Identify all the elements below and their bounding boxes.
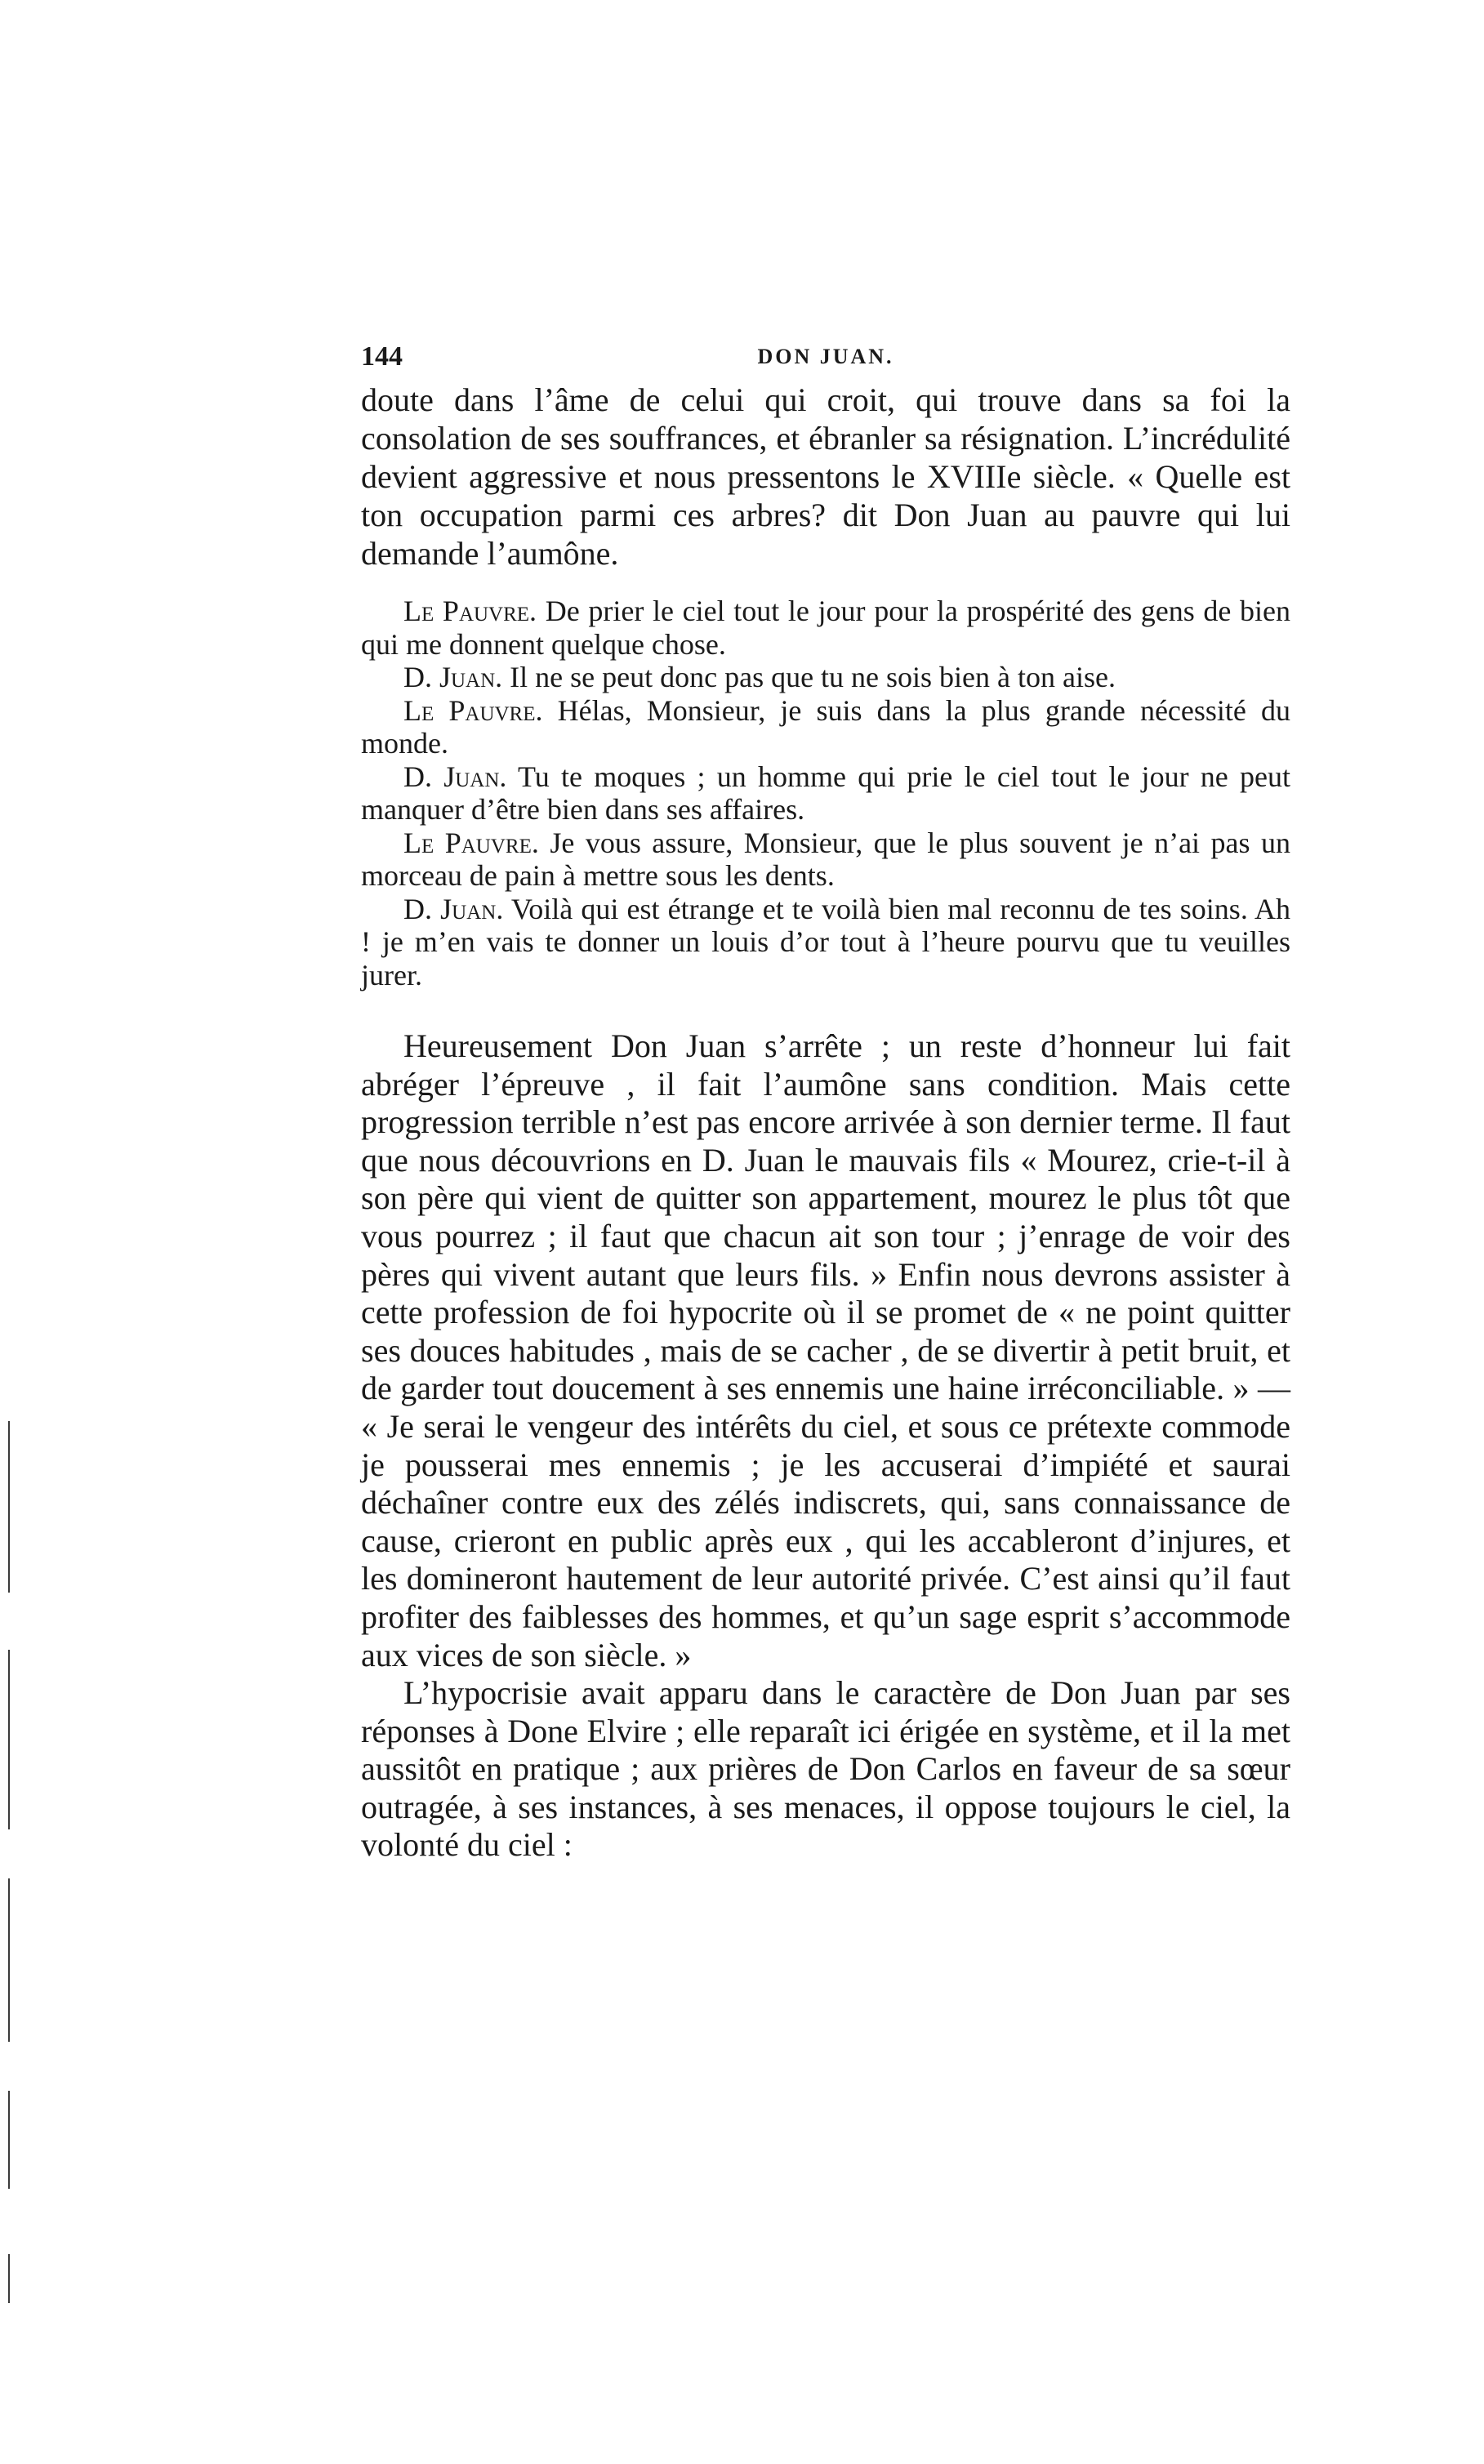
dialogue-line — [361, 893, 1290, 992]
dialogue-speaker: Le Pauvre. — [403, 693, 543, 727]
dialogue-text: Tu te moques ; un homme qui prie le ciel tout le jour ne peut manquer d’être bien dans ses affaires. — [361, 760, 1291, 826]
dialogue-text: De prier le ciel tout le jour pour la prospérité des gens de bien qui me donnent quelque chose. — [361, 595, 1291, 661]
page-number: 144 — [361, 341, 403, 372]
running-head: DON JUAN. — [757, 345, 894, 368]
main-paragraph: Heureusement Don Juan s’arrête ; un reste d’honneur lui fait abréger l’épreuve , il fait l’aumône sans condition. Mais cette progression terrible n’est pas encore arrivée à son dernier terme. Il faut que nous découvrions en D. Juan le mauvais fils « Mourez, crie-t-il à son père qui vient de quitter son appartement, mourez le plus tôt que vous pourrez ; il faut que chacun ait son tour ; j’enrage de voir des pères qui vivent autant que leurs fils. » Enfin nous devrons assister à cette profession de foi hypocrite où il se promet de « ne point quitter ses douces habitudes , mais de se cacher , de se divertir à petit bruit, et de garder tout doucement à ses ennemis une haine irréconciliable. » — « Je serai le vengeur des intérêts du ciel, et sous ce prétexte commode je pousserai mes ennemis ; je les accuserai d’impiété et saurai déchaîner contre eux des zélés indiscrets, qui, sans connaissance de cause, crieront en public après eux , qui les accableront d’injures, et les domineront hautement de leur autorité privée. C’est ainsi qu’il faut profiter des faiblesses des hommes, et qu’un sage esprit s’accommode aux vices de son siècle. » — [361, 1027, 1290, 1673]
dialogue-speaker: Le Pauvre. — [403, 595, 537, 627]
dialogue-speaker: Le Pauvre. — [403, 826, 539, 859]
scan-edge-line — [8, 1650, 10, 1829]
page-header — [361, 341, 1290, 377]
main-text-block — [361, 1027, 1290, 1865]
dialogue-text: Je vous assure, Monsieur, que le plus souvent je n’ai pas un morceau de pain à mettre sous les dents. — [361, 826, 1290, 892]
dialogue-line — [361, 694, 1290, 760]
dialogue-line — [361, 595, 1290, 661]
dialogue-line — [361, 661, 1290, 694]
dialogue-text: Il ne se peut donc pas que tu ne sois bien à ton aise. — [510, 661, 1116, 693]
dialogue-text: Hélas, Monsieur, je suis dans la plus grande nécessité du monde. — [361, 693, 1290, 760]
dialogue-block — [361, 595, 1290, 991]
scan-edge-line — [8, 1878, 10, 2042]
scan-edge-line — [8, 2254, 10, 2303]
dialogue-line — [361, 827, 1290, 893]
scan-edge-line — [8, 2091, 10, 2189]
intro-paragraph-text: doute dans l’âme de celui qui croit, qui trouve dans sa foi la consolation de ses souffrances, et ébranler sa résignation. L’incrédulité devient aggressive et nous pressentons le XVIIIe siècle. « Quelle est ton occupation parmi ces arbres? dit Don Juan au pauvre qui lui demande l’aumône. — [361, 381, 1290, 572]
scan-edge-line — [8, 1421, 10, 1593]
dialogue-speaker: D. Juan. — [403, 892, 504, 925]
dialogue-speaker: D. Juan. — [403, 760, 507, 793]
intro-paragraph — [361, 381, 1290, 573]
dialogue-line — [361, 760, 1290, 827]
closing-paragraph: L’hypocrisie avait apparu dans le caractère de Don Juan par ses réponses à Done Elvire ; elle reparaît ici érigée en système, et il la met aussitôt en pratique ; aux prières de Don Carlos en faveur de sa sœur outragée, à ses instances, à ses menaces, il oppose toujours le ciel, la volonté du ciel : — [361, 1674, 1290, 1864]
dialogue-speaker: D. Juan. — [403, 661, 503, 693]
dialogue-text: Voilà qui est étrange et te voilà bien mal reconnu de tes soins. Ah ! je m’en vais te donner un louis d’or tout à l’heure pourvu que tu veuilles jurer. — [361, 892, 1290, 991]
